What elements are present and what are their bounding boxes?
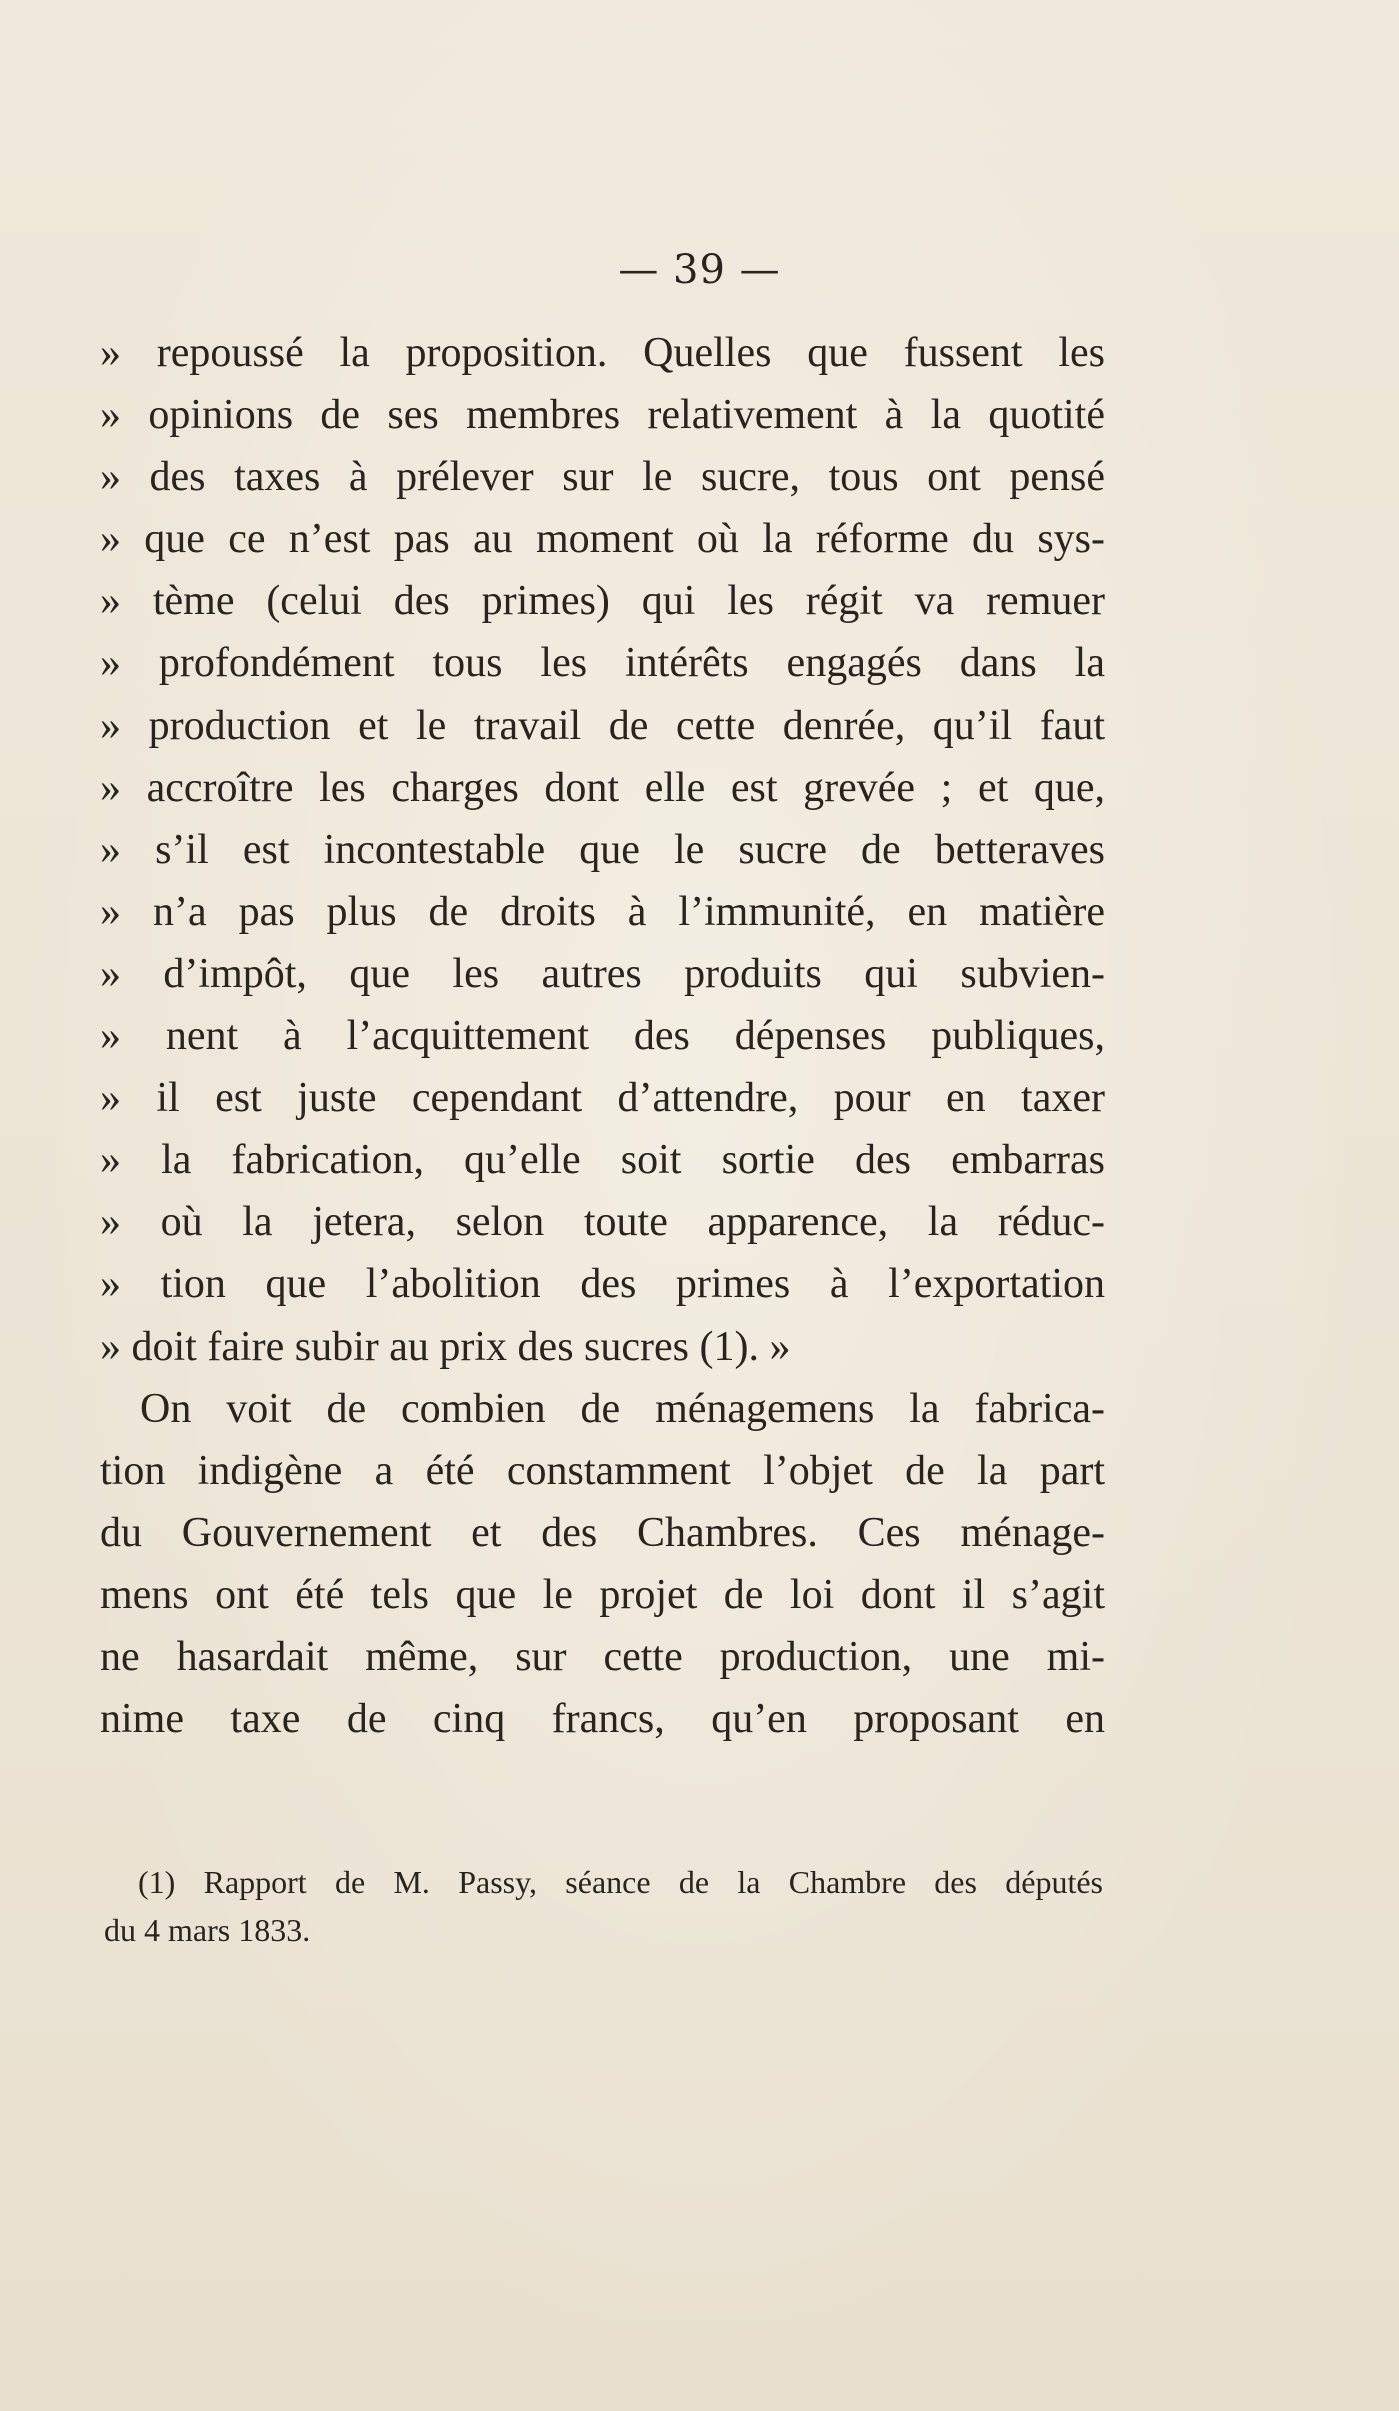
text-line: » production et le travail de cette denrée, qu’il faut (100, 702, 1105, 749)
text-line: » il est juste cependant d’attendre, pour en taxer (100, 1075, 1105, 1122)
text-line: » que ce n’est pas au moment où la réforme du sys- (100, 516, 1105, 563)
text-line: » d’impôt, que les autres produits qui subvien- (100, 950, 1105, 997)
text-line: nime taxe de cinq francs, qu’en proposant en (100, 1696, 1105, 1743)
footnote-line: (1) Rapport de M. Passy, séance de la Chambre des députés (138, 1864, 1103, 1900)
text-line: tion indigène a été constamment l’objet de la part (100, 1447, 1105, 1494)
text-line: » opinions de ses membres relativement à la quotité (100, 392, 1105, 439)
text-line: » des taxes à prélever sur le sucre, tous ont pensé (100, 454, 1105, 501)
text-line: » la fabrication, qu’elle soit sortie des embarras (100, 1137, 1105, 1184)
text-line: ne hasardait même, sur cette production, une mi- (100, 1633, 1105, 1680)
paragraph-start-line: On voit de combien de ménagemens la fabrica- (140, 1385, 1105, 1432)
text-line: » doit faire subir au prix des sucres (1). » (100, 1323, 791, 1370)
text-line: » tion que l’abolition des primes à l’exportation (100, 1261, 1105, 1308)
footnote-line: du 4 mars 1833. (104, 1912, 311, 1948)
text-line: du Gouvernement et des Chambres. Ces ménage- (100, 1509, 1105, 1556)
text-line: » nent à l’acquittement des dépenses publiques, (100, 1013, 1105, 1060)
page-number: — 39 — (618, 247, 781, 293)
text-line: » n’a pas plus de droits à l’immunité, en matière (100, 888, 1105, 935)
text-line: » s’il est incontestable que le sucre de betteraves (100, 826, 1105, 873)
text-line: mens ont été tels que le projet de loi dont il s’agit (100, 1571, 1105, 1618)
body-text (100, 322, 1105, 1750)
text-line: » profondément tous les intérêts engagés dans la (100, 640, 1105, 687)
text-line: » où la jetera, selon toute apparence, la réduc- (100, 1199, 1105, 1246)
text-line: » tème (celui des primes) qui les régit va remuer (100, 578, 1105, 625)
text-line: » repoussé la proposition. Quelles que fussent les (100, 330, 1105, 376)
footnote (104, 1858, 1103, 1954)
text-line: » accroître les charges dont elle est grevée ; et que, (100, 764, 1105, 811)
